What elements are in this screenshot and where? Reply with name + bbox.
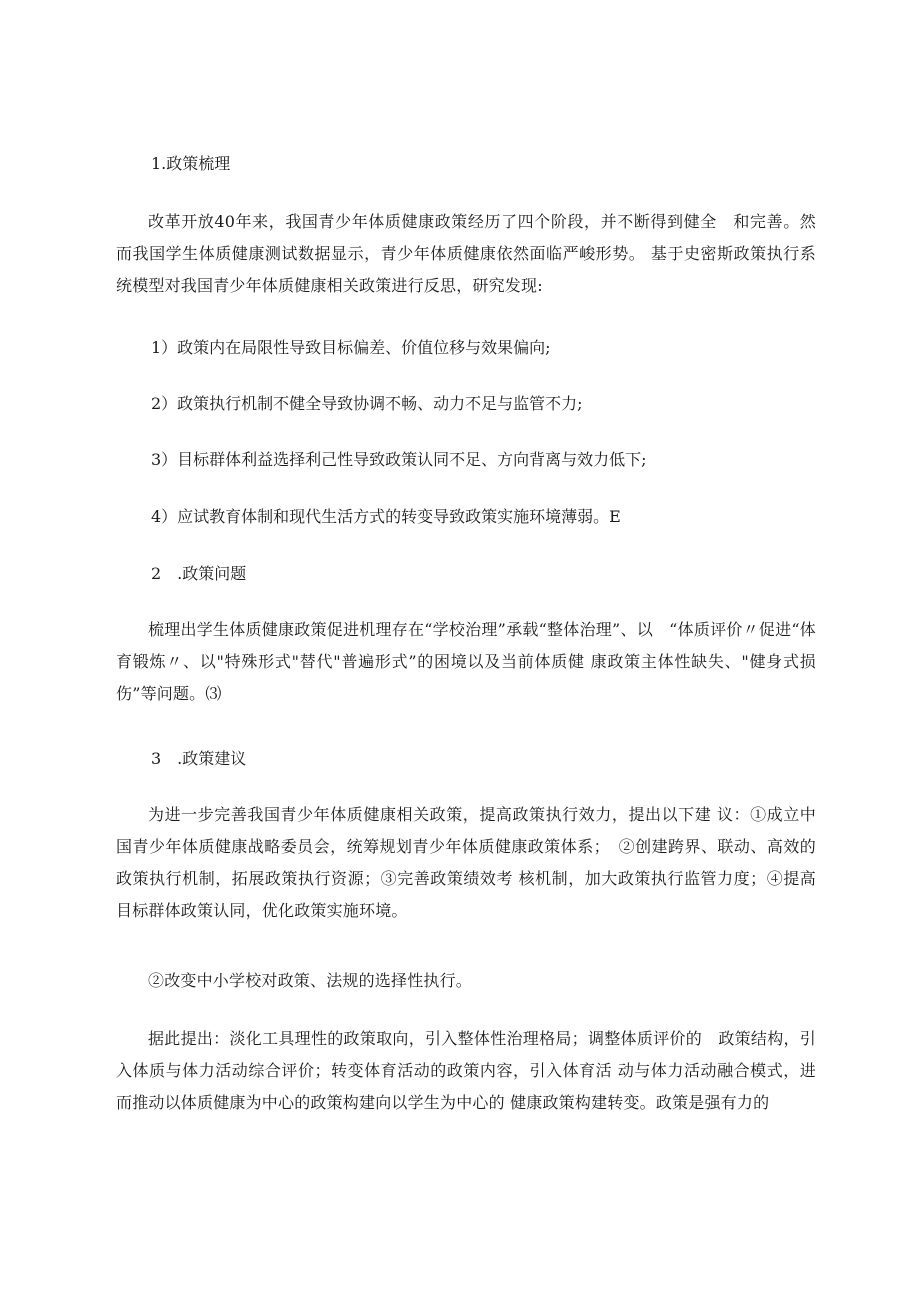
section-heading-policy-suggestions: 3 .政策建议 [151,749,247,768]
paragraph-selective-execution: ②改变中小学校对政策、法规的选择性执行。 [148,971,473,990]
paragraph-problems: 梳理出学生体质健康政策促进机理存在“学校治理”承载“整体治理”、以 “体质评价〃促进“体育锻炼〃、以"特殊形式"替代"普遍形式”的困境以及当前体质健 康政策主体性缺失、"健身式损伤”等问题。⑶ [116,620,816,703]
finding-item-3: 3）目标群体利益选择利己性导致政策认同不足、方向背离与效力低下; [151,450,647,469]
section-heading-policy-review: 1.政策梳理 [151,154,231,173]
paragraph-suggestions: 为进一步完善我国青少年体质健康相关政策，提高政策执行效力，提出以下建 议：①成立中国青少年体质健康战略委员会，统筹规划青少年体质健康政策体系； ②创建跨界、联动、高效的政策执行机制，拓展政策执行资源；③完善政策绩效考 核机制，加大政策执行监管力度；④提高目标群体政策认同，优化政策实施环境。 [116,805,816,920]
finding-item-4: 4）应试教育体制和现代生活方式的转变导致政策实施环境薄弱。E [151,507,621,526]
finding-item-2: 2）政策执行机制不健全导致协调不畅、动力不足与监管不力; [151,394,583,413]
paragraph-intro: 改革开放40年来，我国青少年体质健康政策经历了四个阶段，并不断得到健全 和完善。然而我国学生体质健康测试数据显示，青少年体质健康依然面临严峻形势。 基于史密斯政策执行系统模型对我国青少年体质健康相关政策进行反思，研究发现: [116,212,816,295]
paragraph-proposal: 据此提出：淡化工具理性的政策取向，引入整体性治理格局；调整体质评价的 政策结构，引入体质与体力活动综合评价；转变体育活动的政策内容，引入体育活 动与体力活动融合模式，进而推动以体质健康为中心的政策构建向以学生为中心的 健康政策构建转变。政策是强有力的 [116,1029,816,1112]
finding-item-1: 1）政策内在局限性导致目标偏差、价值位移与效果偏向; [151,338,551,357]
section-heading-policy-problems: 2 .政策问题 [151,564,247,583]
